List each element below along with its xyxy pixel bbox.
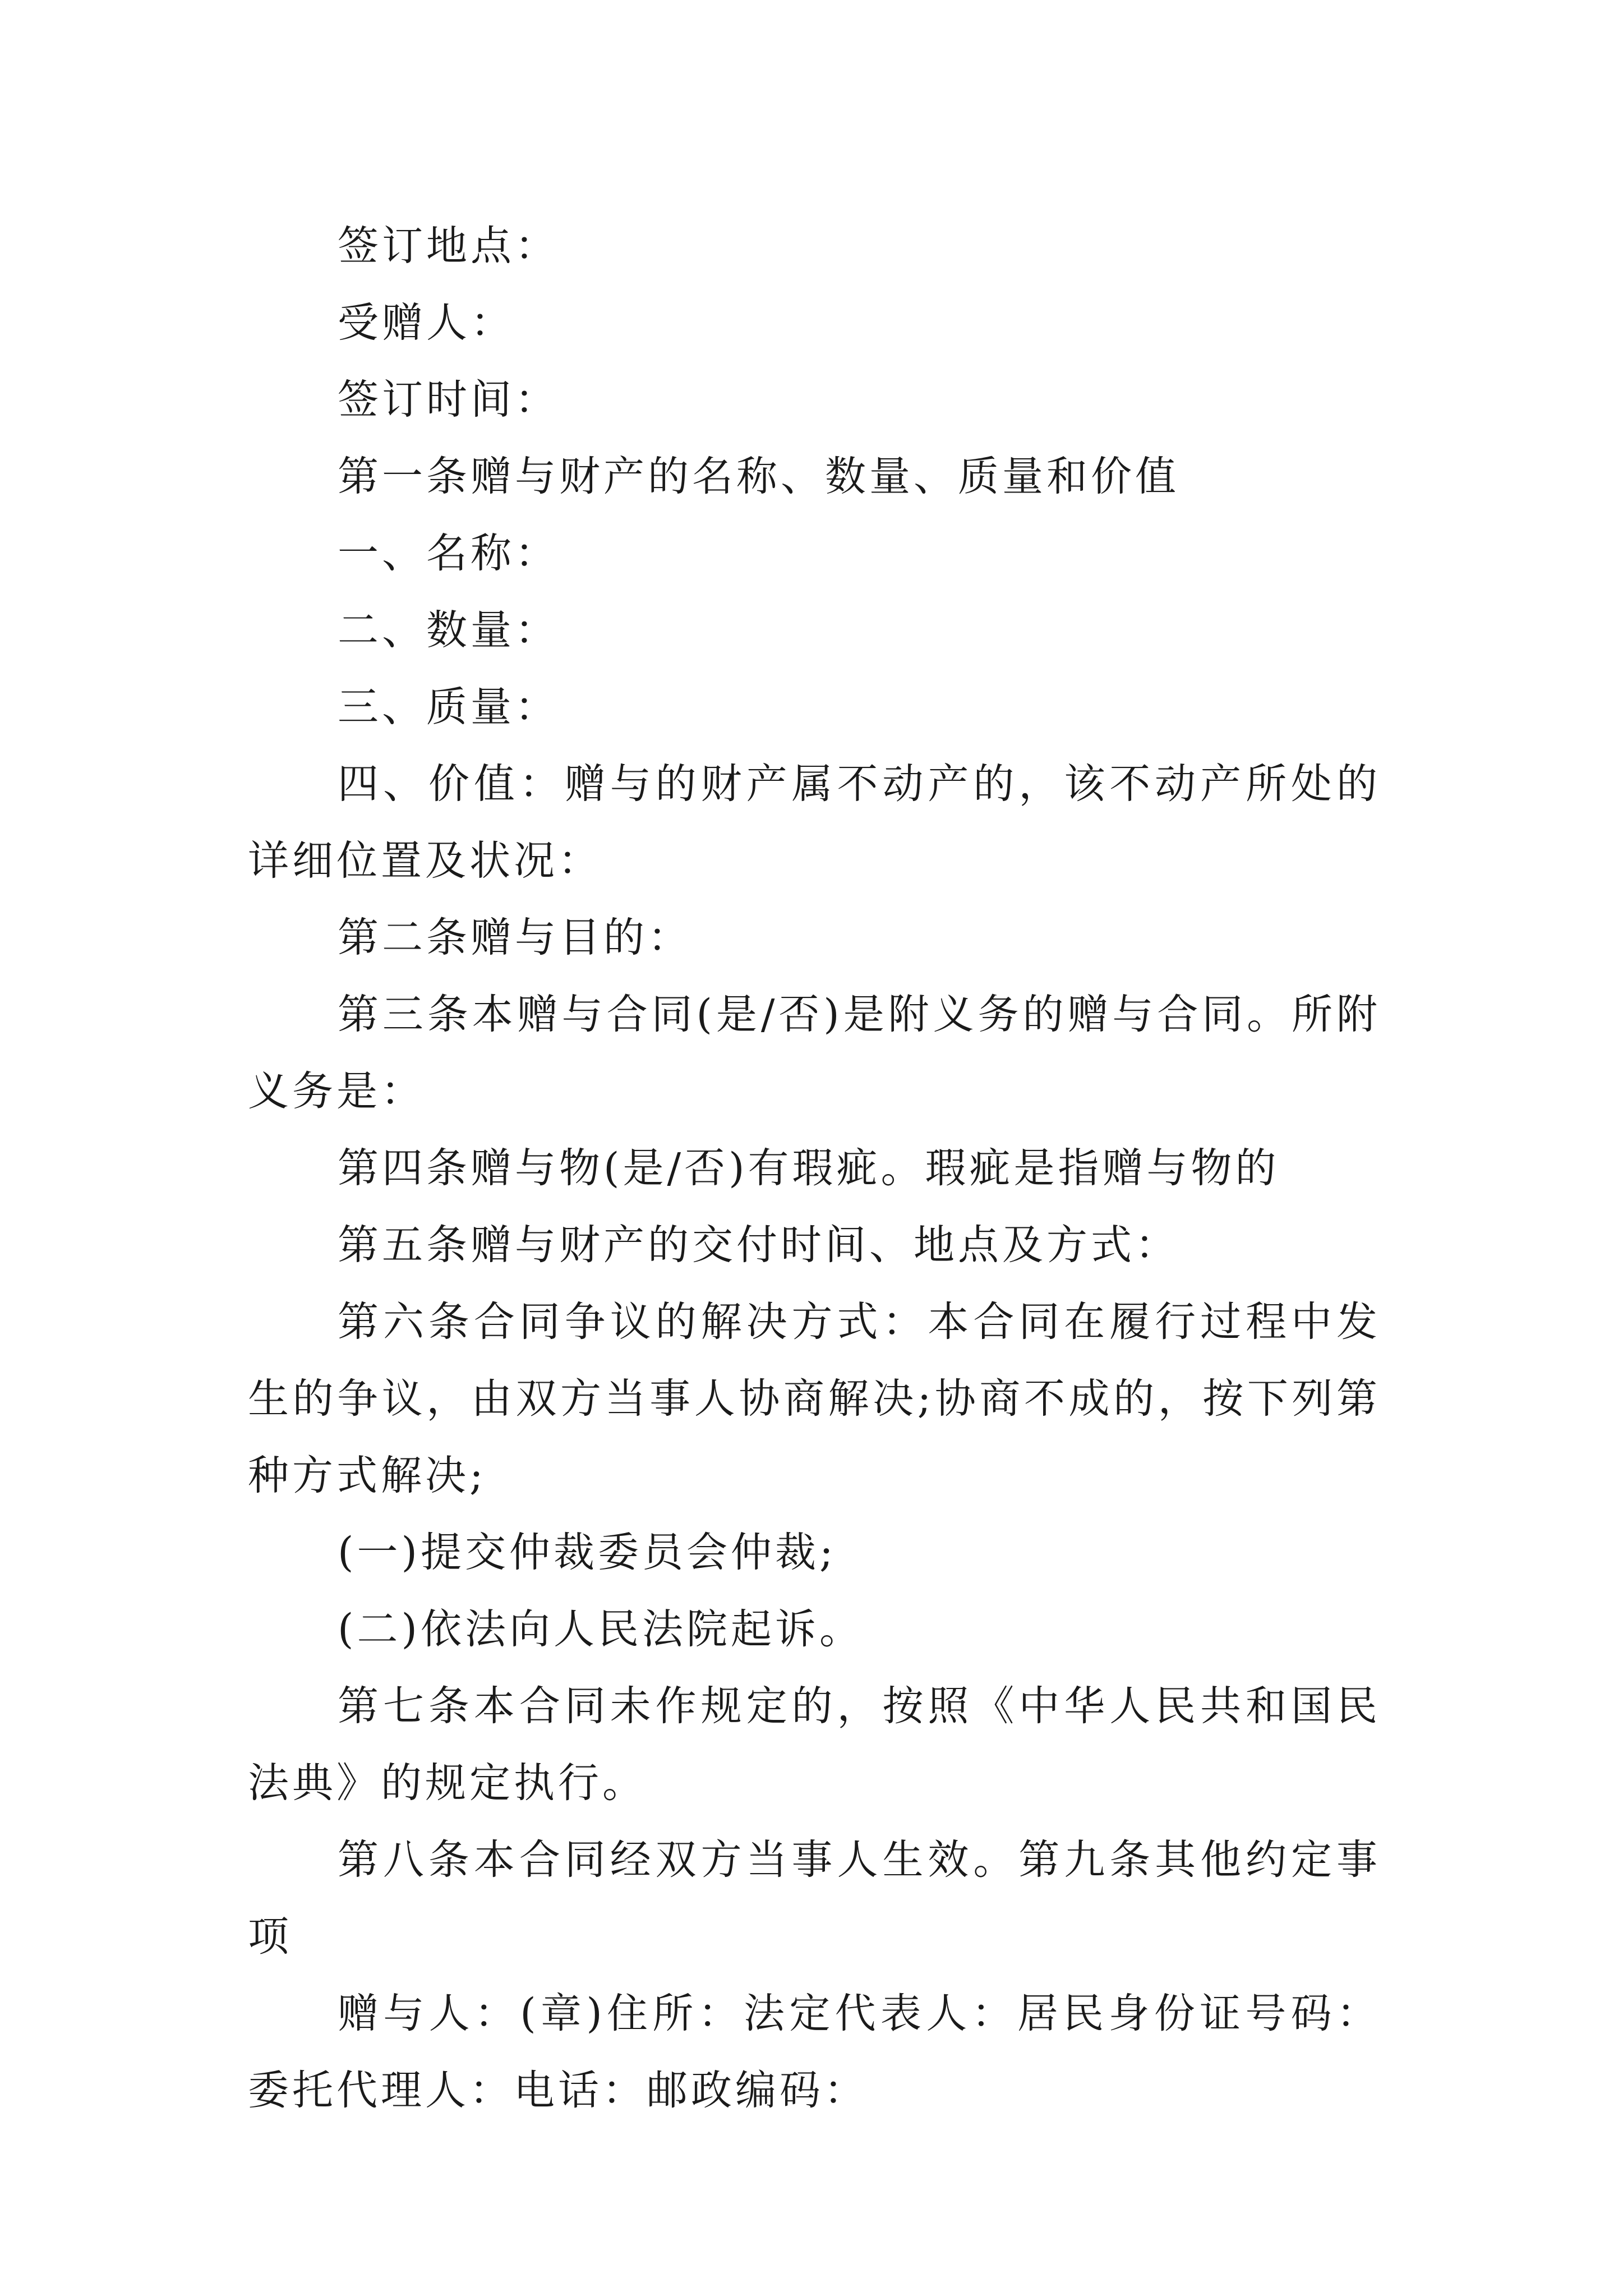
donor-info: 赠与人：(章)住所：法定代表人：居民身份证号码：委托代理人：电话：邮政编码： — [248, 1990, 1381, 2114]
article-1-quality: 三、质量： — [338, 683, 559, 731]
signing-time-line: 签订时间： — [338, 376, 559, 424]
article-6: 第六条合同争议的解决方式：本合同在履行过程中发生的争议，由双方当事人协商解决;协商不成的，按下列第种方式解决; — [248, 1298, 1381, 1499]
article-7: 第七条本合同未作规定的，按照《中华人民共和国民法典》的规定执行。 — [248, 1682, 1381, 1807]
article-2: 第二条赠与目的： — [338, 914, 692, 961]
article-1-value: 四、价值：赠与的财产属不动产的，该不动产所处的详细位置及状况： — [248, 760, 1381, 885]
article-1-quantity: 二、数量： — [338, 606, 559, 654]
article-1-heading: 第一条赠与财产的名称、数量、质量和价值 — [338, 453, 1179, 500]
article-4: 第四条赠与物(是/否)有瑕疵。瑕疵是指赠与物的 — [338, 1144, 1280, 1192]
article-6-option-1: (一)提交仲裁委员会仲裁; — [338, 1529, 837, 1576]
article-5: 第五条赠与财产的交付时间、地点及方式： — [338, 1221, 1179, 1269]
article-1-name: 一、名称： — [338, 530, 559, 577]
donee-line: 受赠人： — [338, 299, 515, 347]
article-6-option-2: (二)依法向人民法院起诉。 — [338, 1605, 864, 1653]
signing-place-line: 签订地点： — [338, 222, 559, 270]
article-8-9: 第八条本合同经双方当事人生效。第九条其他约定事项 — [248, 1836, 1381, 1961]
document-body — [248, 208, 1381, 2129]
article-3: 第三条本赠与合同(是/否)是附义务的赠与合同。所附义务是： — [248, 991, 1381, 1115]
